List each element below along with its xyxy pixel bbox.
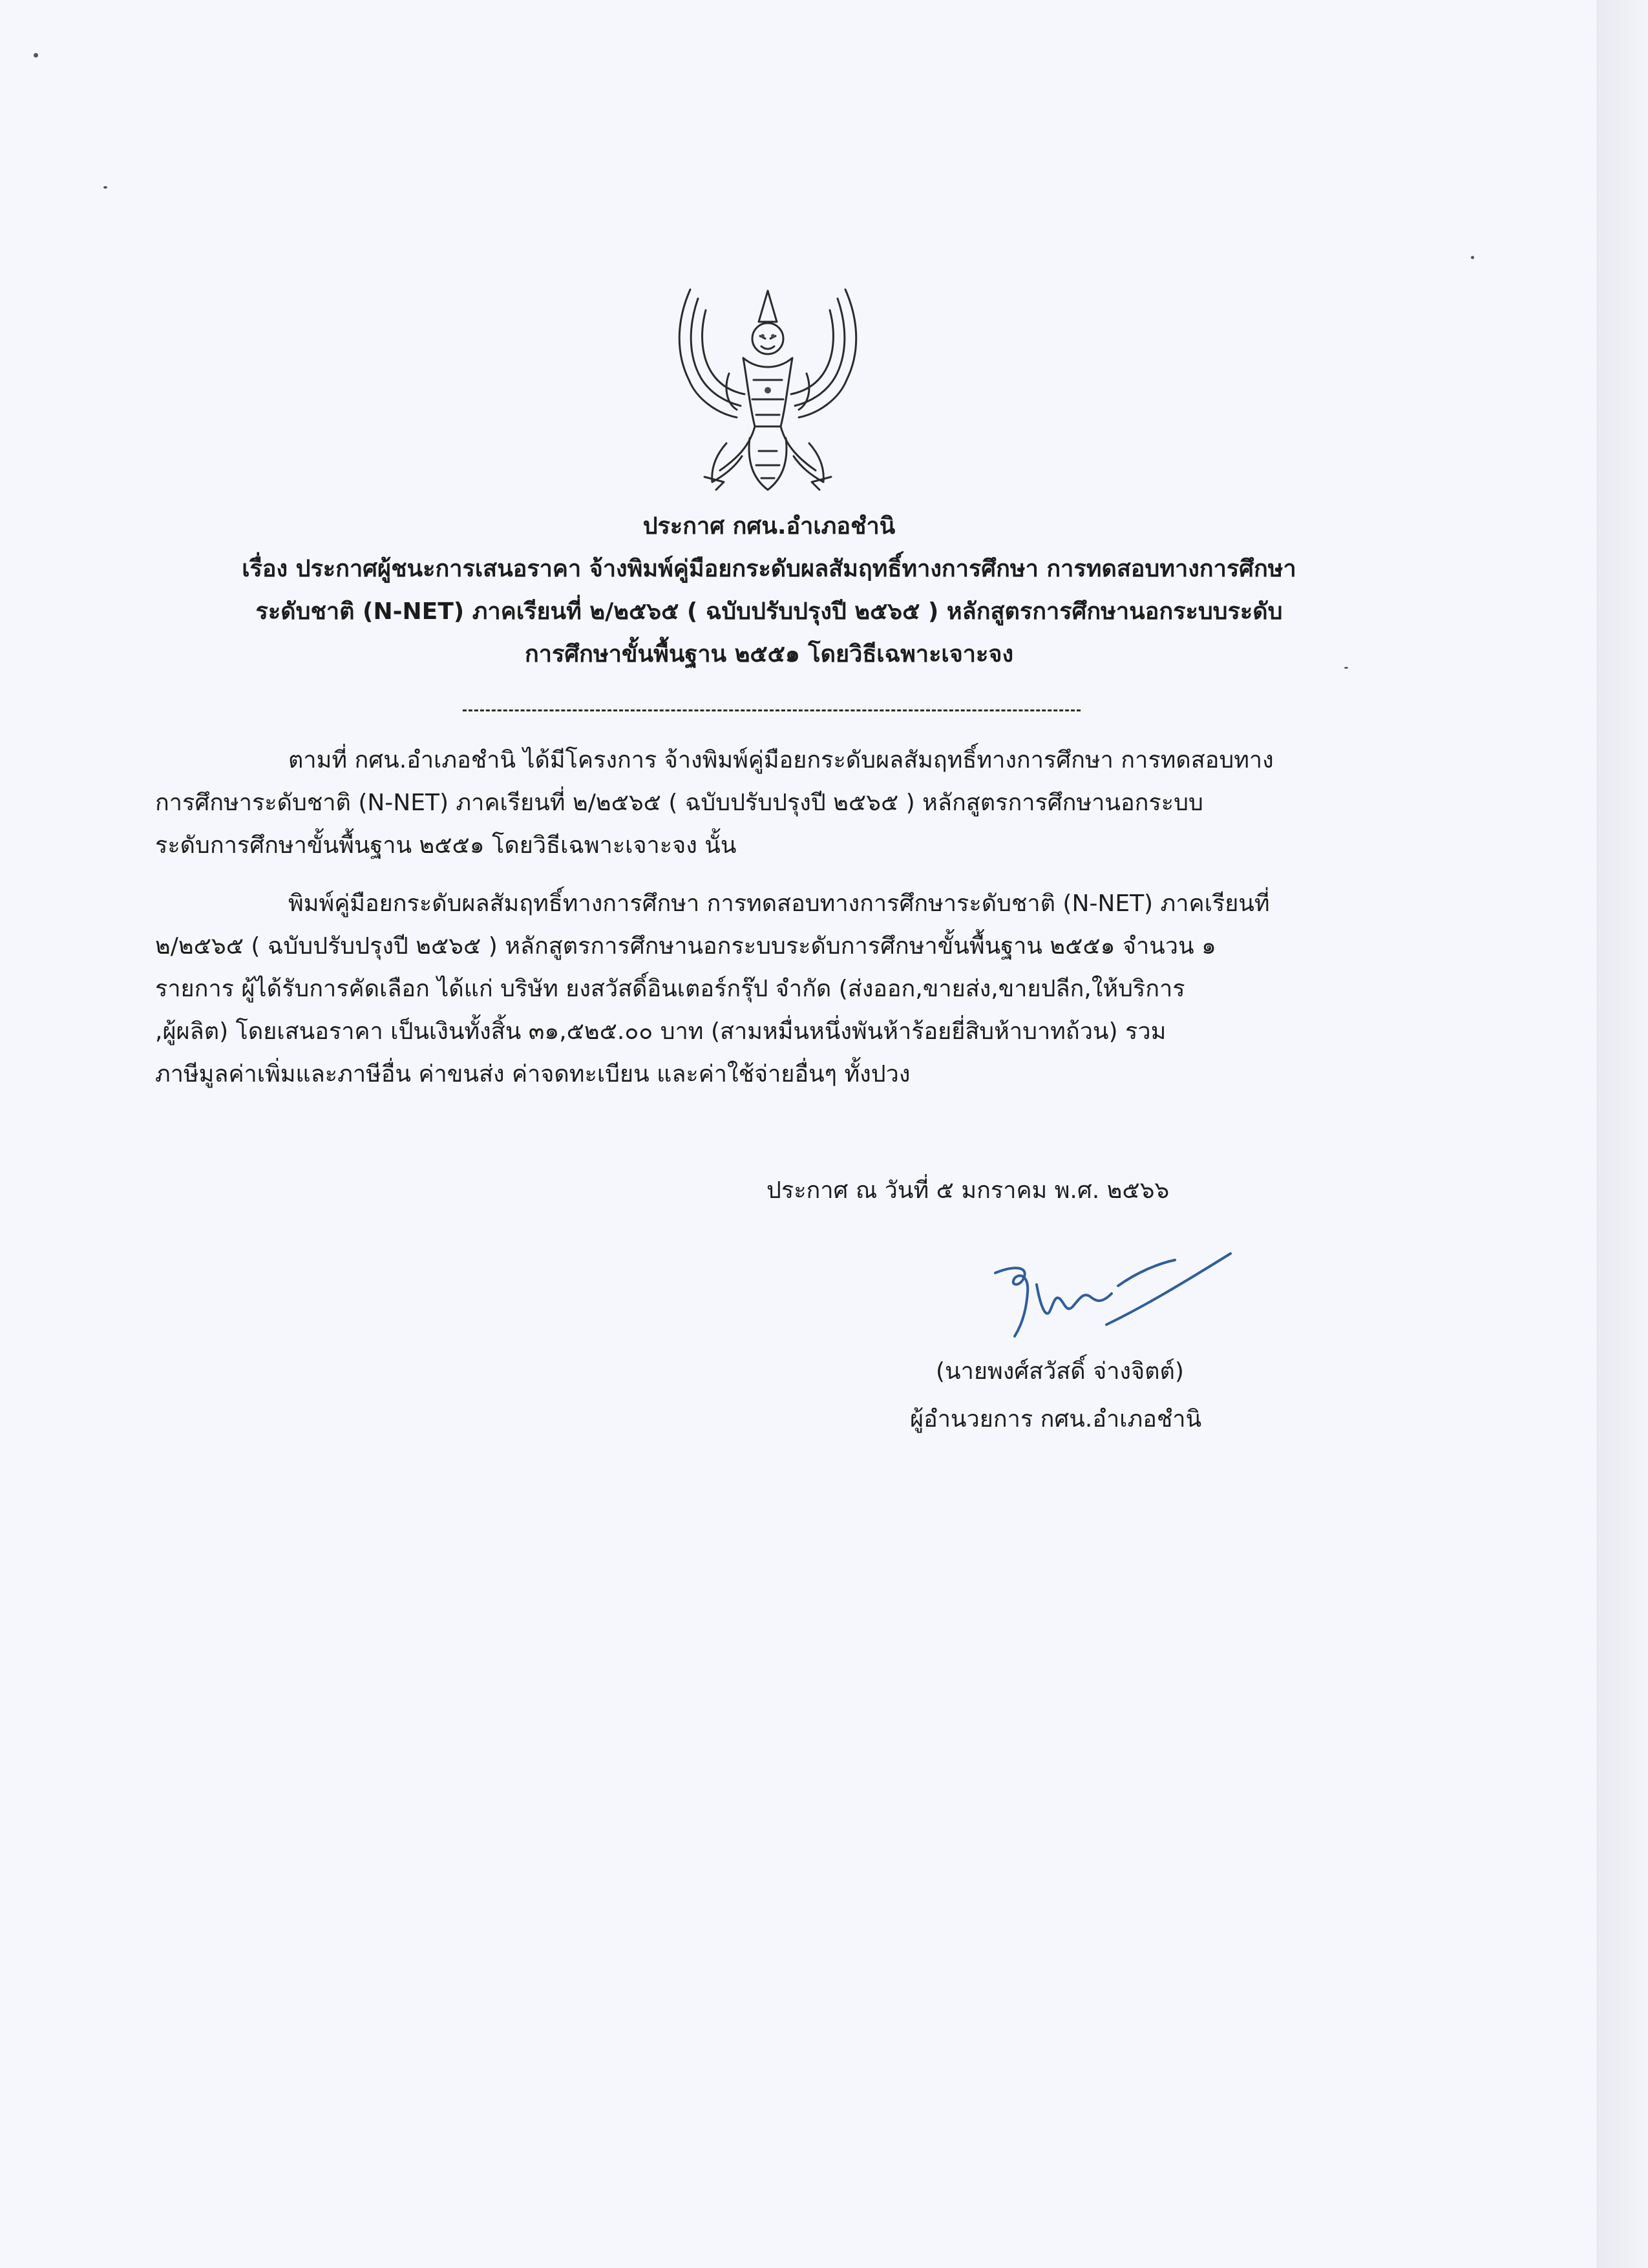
dust-speck: [34, 53, 38, 58]
heading-subject-line: เรื่อง ประกาศผู้ชนะการเสนอราคา จ้างพิมพ์คู่มือยกระดับผลสัมฤทธิ์ทางการศึกษา การทดสอบทางการศึกษา: [242, 556, 1296, 582]
handwritten-signature: [969, 1247, 1241, 1357]
heading-title: ประกาศ กศน.อำเภอชำนิ: [642, 513, 896, 540]
signer-name: (นายพงศ์สวัสดิ์ จ่างจิตต์): [936, 1358, 1184, 1385]
scan-edge: [1596, 0, 1648, 2268]
signer-title: ผู้อำนวยการ กศน.อำเภอชำนิ: [910, 1406, 1202, 1433]
announcement-heading: [142, 505, 1396, 676]
paragraph-winner: [155, 883, 1383, 1096]
dust-speck: [103, 186, 107, 189]
garuda-emblem-icon: [664, 277, 871, 496]
dashed-divider: [463, 709, 1081, 711]
heading-subject-line: การศึกษาขั้นพื้นฐาน ๒๕๕๑ โดยวิธีเฉพาะเจาะจง: [524, 641, 1014, 667]
dust-speck: [1471, 256, 1474, 259]
paragraph-line: การศึกษาระดับชาติ (N-NET) ภาคเรียนที่ ๒/๒๕๖๕ ( ฉบับปรับปรุงปี ๒๕๖๕ ) หลักสูตรการศึกษานอกระบบ: [155, 790, 1203, 816]
announcement-date: ประกาศ ณ วันที่ ๕ มกราคม พ.ศ. ๒๕๖๖: [766, 1177, 1170, 1204]
paragraph-line: พิมพ์คู่มือยกระดับผลสัมฤทธิ์ทางการศึกษา การทดสอบทางการศึกษาระดับชาติ (N-NET) ภาคเรียนที่: [288, 890, 1270, 917]
paragraph-line: ระดับการศึกษาขั้นพื้นฐาน ๒๕๕๑ โดยวิธีเฉพาะเจาะจง นั้น: [155, 832, 737, 859]
paragraph-project: [155, 739, 1383, 867]
paragraph-line: ,ผู้ผลิต) โดยเสนอราคา เป็นเงินทั้งสิ้น ๓๑,๕๒๕.๐๐ บาท (สามหมื่นหนึ่งพันห้าร้อยยี่สิบห้าบาทถ้วน) รวม: [155, 1018, 1167, 1045]
paragraph-line: ๒/๒๕๖๕ ( ฉบับปรับปรุงปี ๒๕๖๕ ) หลักสูตรการศึกษานอกระบบระดับการศึกษาขั้นพื้นฐาน ๒๕๕๑ จำนวน ๑: [155, 933, 1216, 960]
paragraph-line: ตามที่ กศน.อำเภอชำนิ ได้มีโครงการ จ้างพิมพ์คู่มือยกระดับผลสัมฤทธิ์ทางการศึกษา การทดสอบทาง: [288, 747, 1274, 773]
heading-subject-line: ระดับชาติ (N-NET) ภาคเรียนที่ ๒/๒๕๖๕ ( ฉบับปรับปรุงปี ๒๕๖๕ ) หลักสูตรการศึกษานอกระบบระดับ: [255, 598, 1283, 625]
paragraph-line: ภาษีมูลค่าเพิ่มและภาษีอื่น ค่าขนส่ง ค่าจดทะเบียน และค่าใช้จ่ายอื่นๆ ทั้งปวง: [155, 1061, 911, 1087]
paragraph-line: รายการ ผู้ได้รับการคัดเลือก ได้แก่ บริษัท ยงสวัสดิ์อินเตอร์กรุ๊ป จำกัด (ส่งออก,ขายส่ง,ขายปลีก,ให้บริการ: [155, 976, 1185, 1002]
